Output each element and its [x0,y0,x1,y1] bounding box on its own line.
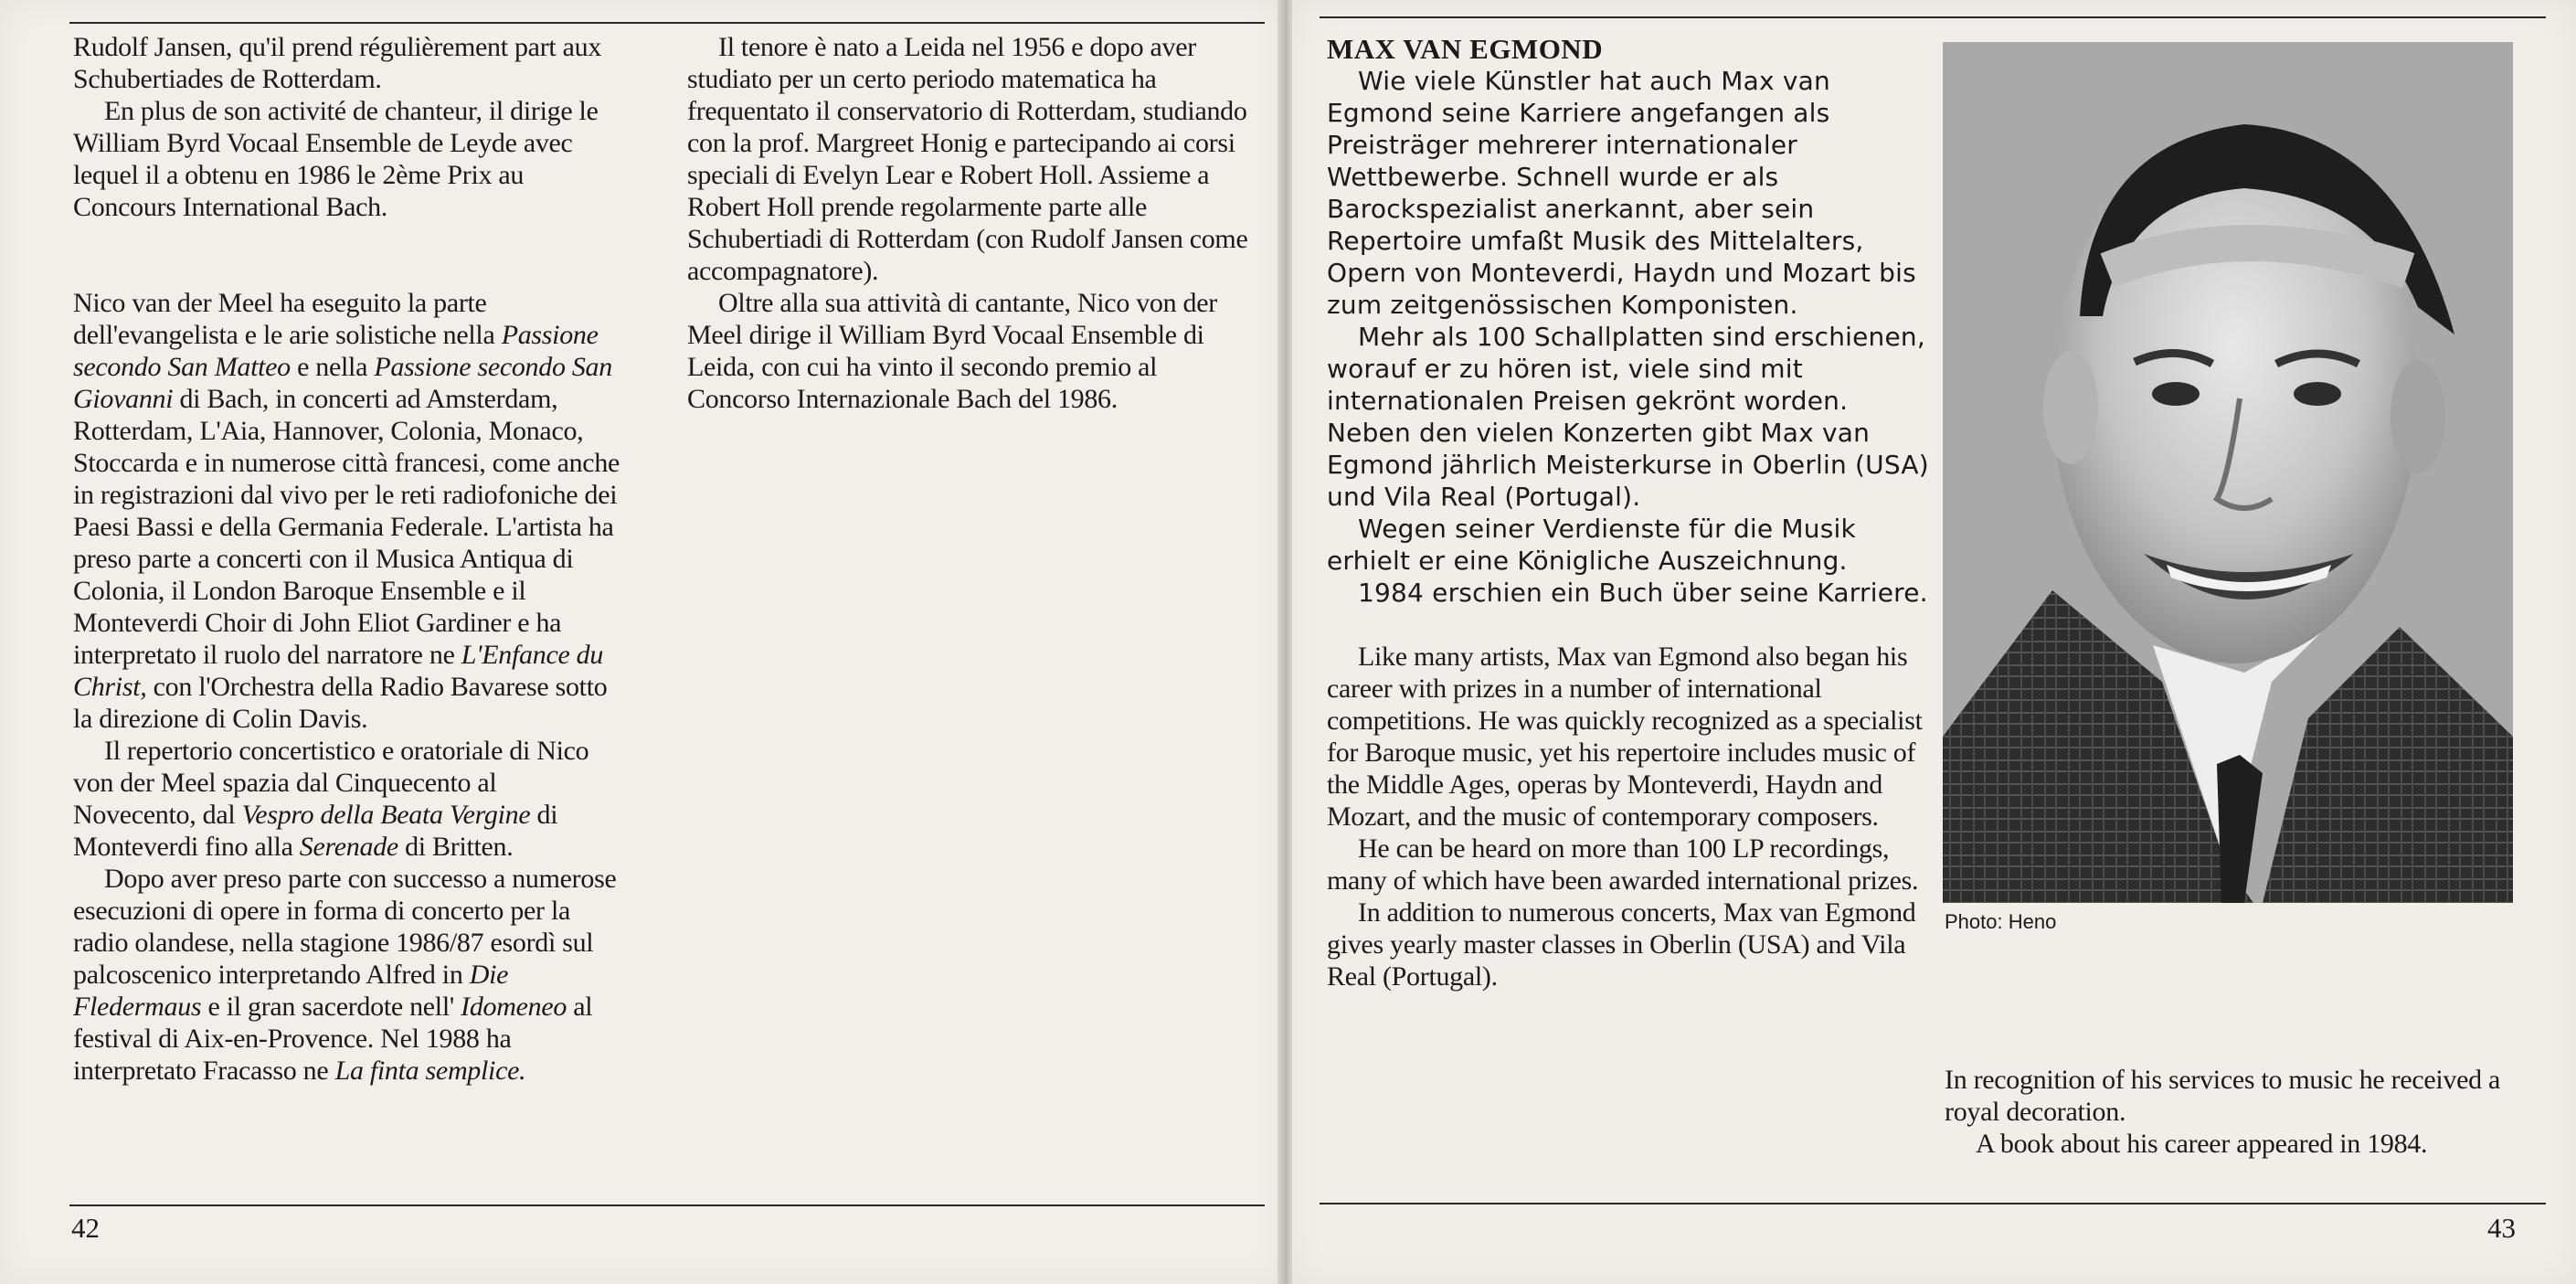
paragraph [1327,897,1930,992]
text-run: Il repertorio concertistico e oratoriale di Nico von der Meel spazia dal Cinquecento al Novecento, dal [73,736,589,830]
text-run: Mehr als 100 Schallplatten sind erschienen, worauf er zu hören ist, viele sind mit internationalen Preisen gekrönt worden. Neben den vielen Konzerten gibt Max van Egmond jährlich Meisterkurse in Oberlin (USA) und Vila Real (Portugal). [1327,322,1929,512]
text-run: He can be heard on more than 100 LP recordings, many of which have been awarded international prizes. [1327,833,1919,896]
paragraph [73,95,625,223]
paragraph [73,735,625,863]
paragraph [1327,513,1930,577]
english-text [1327,641,1930,992]
text-run: Wegen seiner Verdienste für die Musik erhielt er eine Königliche Auszeichnung. [1327,514,1856,576]
paragraph [1945,1128,2511,1160]
text-run: con l'Orchestra della Radio Bavarese sotto la direzione di Colin Davis. [73,672,608,734]
italic-title: Idomeneo [461,992,567,1022]
german-text [1327,65,1930,609]
italic-title: Serenade [299,832,398,862]
paragraph [687,31,1263,287]
paragraph [73,287,625,735]
text-run: 1984 erschien ein Buch über seine Karriere. [1358,578,1928,608]
portrait-photo [1943,42,2513,903]
top-rule [69,22,1265,24]
text-run: Oltre alla sua attività di cantante, Nico von der Meel dirige il William Byrd Vocaal Ensemble di Leida, con cui ha vinto il secondo premio al Concorso Internazionale Bach del 1986. [687,288,1217,414]
page-number: 42 [71,1212,100,1244]
paragraph [1327,577,1930,609]
page-number: 43 [2487,1212,2516,1244]
paragraph-gap [73,223,625,287]
paragraph [1327,65,1930,321]
italic-title: Passione secondo San Giovanni [73,352,612,414]
paragraph [73,863,625,1087]
text-run: Dopo aver preso parte con successo a numerose esecuzioni di opere in forma di concerto per la radio olandese, nella stagione 1986/87 esordì sul palcoscenico interpretando Alfred in [73,864,617,990]
text-run: Il tenore è nato a Leida nel 1956 e dopo aver studiato per un certo periodo matematica ha frequentato il conservatorio di Rotterdam, studiando con la prof. Margreet Honig e partecipando ai corsi speciali di Evelyn Lear e Robert Holl. Assieme a Robert Holl prende regolarmente parte alle Schubertiadi di Rotterdam (con Rudolf Jansen come accompagnatore). [687,32,1248,286]
text-run: di Britten. [398,832,514,862]
text-run: Wie viele Künstler hat auch Max van Egmond seine Karriere angefangen als Preisträger mehrerer internationaler Wettbewerbe. Schnell wurde er als Barockspezialist anerkannt, aber sein Repertoire umfaßt Musik des Mittelalters, Opern von Monteverdi, Haydn und Mozart bis zum zeitgenössischen Komponisten. [1327,66,1916,320]
paragraph [687,287,1263,415]
bottom-rule [1320,1203,2546,1204]
text-run: di Monteverdi fino alla [73,800,558,862]
italic-title: La finta semplice. [334,1056,526,1086]
photo-caption: Photo: Heno [1945,910,2057,933]
text-run: Nico van der Meel ha eseguito la parte dell'evangelista e le arie solistiche nella [73,288,502,350]
text-run: Like many artists, Max van Egmond also began his career with prizes in a number of international competitions. He was quickly recognized as a specialist for Baroque music, yet his repertoire includes music of the Middle Ages, operas by Monteverdi, Haydn and Mozart, and the music of contemporary composers. [1327,642,1923,832]
text-run: En plus de son activité de chanteur, il dirige le William Byrd Vocaal Ensemble de Leyde avec lequel il a obtenu en 1986 le 2ème Prix au Concours International Bach. [73,96,599,222]
text-run: al festival di Aix-en-Provence. Nel 1988 ha interpretato Fracasso ne [73,992,593,1086]
italian-column-2 [687,31,1263,415]
italic-title: Die Fledermaus [73,960,509,1022]
bottom-rule [69,1204,1265,1206]
top-rule [1320,16,2546,18]
text-run: In recognition of his services to music he received a royal decoration. [1945,1065,2501,1127]
english-column-2 [1945,1064,2511,1160]
paragraph [73,31,625,95]
italic-title: Passione secondo San Matteo [73,320,599,382]
italic-title: L'Enfance du Christ, [73,640,604,702]
text-run: e il gran sacerdote nell' [201,992,461,1022]
paragraph [1327,641,1930,833]
italian-french-column [73,31,625,1087]
left-page [0,0,1284,1284]
biography-column [1327,33,1930,992]
paragraph [1327,833,1930,897]
text-run: A book about his career appeared in 1984. [1976,1129,2428,1159]
text-run: In addition to numerous concerts, Max van Egmond gives yearly master classes in Oberlin (USA) and Vila Real (Portugal). [1327,897,1916,992]
italic-title: Vespro della Beata Vergine [241,800,531,830]
paragraph [1945,1064,2511,1128]
section-heading: MAX VAN EGMOND [1327,33,1604,65]
text-run: di Bach, in concerti ad Amsterdam, Rotterdam, L'Aia, Hannover, Colonia, Monaco, Stoccarda e in numerose città francesi, come anche in registrazioni dal vivo per le reti radiofoniche dei Paesi Bassi e della Germania Federale. L'artista ha preso parte a concerti con il Musica Antiqua di Colonia, il London Baroque Ensemble e il Monteverdi Choir di John Eliot Gardiner e ha interpretato il ruolo del narratore ne [73,384,620,670]
text-run: e nella [290,352,375,382]
text-run: Rudolf Jansen, qu'il prend régulièrement part aux Schubertiades de Rotterdam. [73,32,602,94]
paragraph [1327,321,1930,513]
